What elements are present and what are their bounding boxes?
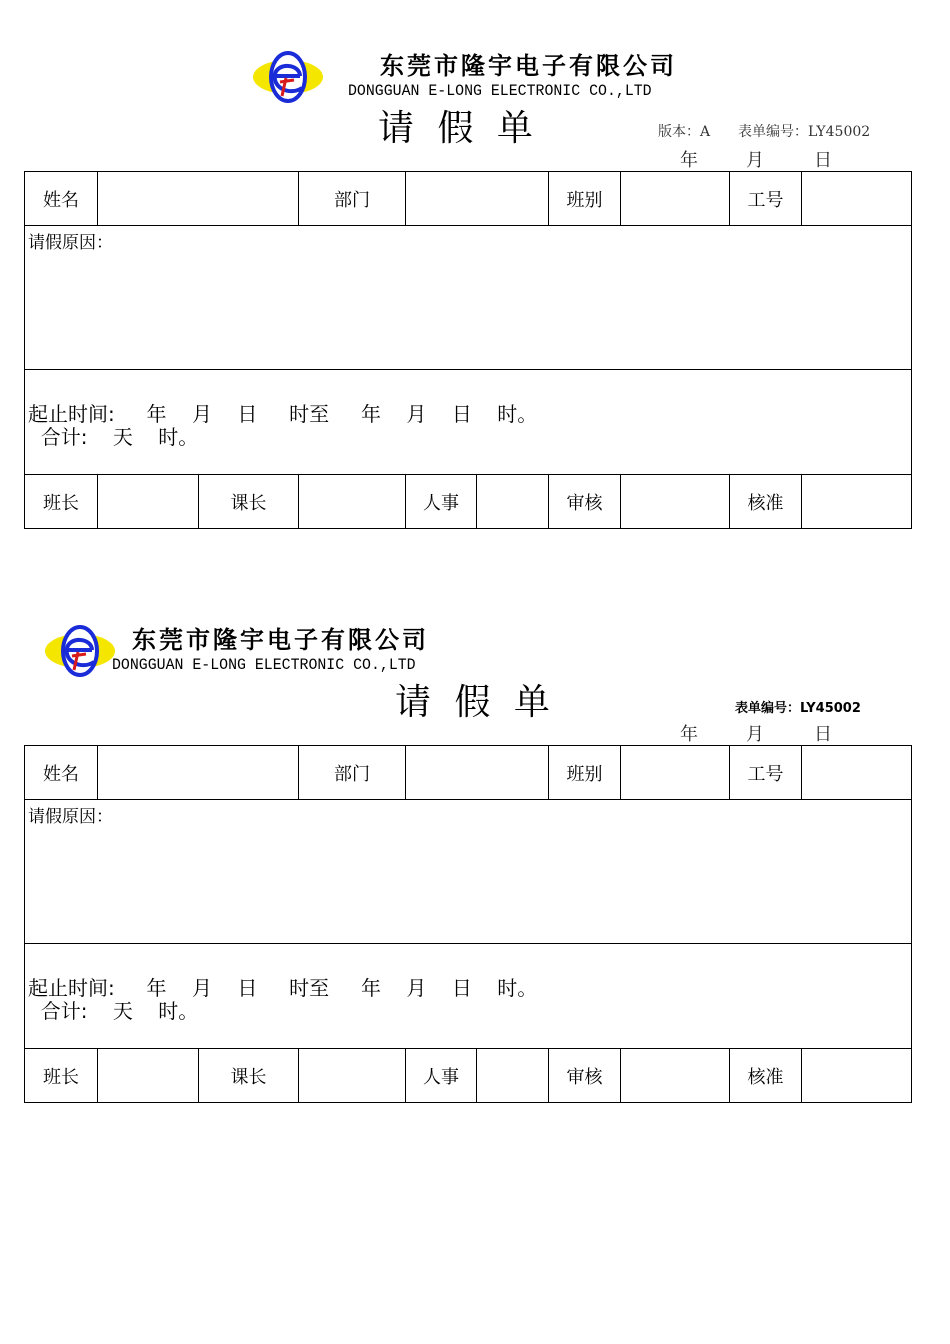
dept-label: 部门 <box>299 172 406 225</box>
total-label: 合计: 天 时。 <box>28 999 199 1023</box>
signature-row <box>25 475 911 528</box>
company-name-en: DONGGUAN E-LONG ELECTRONIC CO.,LTD <box>112 656 416 674</box>
time-range-label: 起止时间: 年 月 日 时至 年 月 日 时。 <box>28 976 538 1000</box>
emp-id-field[interactable] <box>802 172 911 225</box>
section-label: 课长 <box>199 475 299 528</box>
info-row <box>25 746 911 800</box>
review-label: 审核 <box>549 475 621 528</box>
date-day: 日 <box>814 724 832 745</box>
e-long-logo-icon <box>250 48 326 106</box>
dept-field[interactable] <box>406 172 549 225</box>
leave-form-table <box>24 745 912 1103</box>
time-row[interactable] <box>25 944 911 1049</box>
reason-row[interactable] <box>25 226 911 370</box>
approve-label: 核准 <box>730 1049 802 1102</box>
date-year: 年 <box>680 724 698 745</box>
company-name-en: DONGGUAN E-LONG ELECTRONIC CO.,LTD <box>348 82 652 100</box>
approve-label: 核准 <box>730 475 802 528</box>
name-label: 姓名 <box>25 172 98 225</box>
date-day: 日 <box>814 150 832 171</box>
hr-label: 人事 <box>406 1049 477 1102</box>
hr-label: 人事 <box>406 475 477 528</box>
emp-id-field[interactable] <box>802 746 911 799</box>
hr-field[interactable] <box>477 1049 549 1102</box>
time-row[interactable] <box>25 370 911 475</box>
shift-field[interactable] <box>621 172 730 225</box>
section-label: 课长 <box>199 1049 299 1102</box>
leader-label: 班长 <box>25 1049 98 1102</box>
time-range-label: 起止时间: 年 月 日 时至 年 月 日 时。 <box>28 402 538 426</box>
reason-label: 请假原因： <box>28 233 113 253</box>
review-field[interactable] <box>621 1049 730 1102</box>
leave-form-table <box>24 171 912 529</box>
date-year: 年 <box>680 150 698 171</box>
leader-label: 班长 <box>25 475 98 528</box>
approve-field[interactable] <box>802 1049 911 1102</box>
signature-row <box>25 1049 911 1102</box>
total-label: 合计: 天 时。 <box>28 425 199 449</box>
review-label: 审核 <box>549 1049 621 1102</box>
form-title: 请 假 单 <box>395 682 550 723</box>
approve-field[interactable] <box>802 475 911 528</box>
reason-label: 请假原因： <box>28 807 113 827</box>
date-month: 月 <box>746 724 764 745</box>
section-field[interactable] <box>299 475 406 528</box>
form-number: 表单编号：LY45002 <box>738 124 871 140</box>
shift-label: 班别 <box>549 746 621 799</box>
form-number: 表单编号：LY45002 <box>735 701 861 716</box>
emp-id-label: 工号 <box>730 172 802 225</box>
shift-label: 班别 <box>549 172 621 225</box>
company-name-cn: 东莞市隆宇电子有限公司 <box>132 625 429 654</box>
dept-field[interactable] <box>406 746 549 799</box>
name-field[interactable] <box>98 746 299 799</box>
date-month: 月 <box>746 150 764 171</box>
name-field[interactable] <box>98 172 299 225</box>
dept-label: 部门 <box>299 746 406 799</box>
leader-field[interactable] <box>98 1049 199 1102</box>
shift-field[interactable] <box>621 746 730 799</box>
name-label: 姓名 <box>25 746 98 799</box>
e-long-logo-icon <box>42 622 118 680</box>
leader-field[interactable] <box>98 475 199 528</box>
info-row <box>25 172 911 226</box>
hr-field[interactable] <box>477 475 549 528</box>
reason-row[interactable] <box>25 800 911 944</box>
section-field[interactable] <box>299 1049 406 1102</box>
form-title: 请 假 单 <box>378 108 533 149</box>
version-label: 版本：A <box>658 124 711 140</box>
review-field[interactable] <box>621 475 730 528</box>
company-name-cn: 东莞市隆宇电子有限公司 <box>380 51 677 80</box>
emp-id-label: 工号 <box>730 746 802 799</box>
